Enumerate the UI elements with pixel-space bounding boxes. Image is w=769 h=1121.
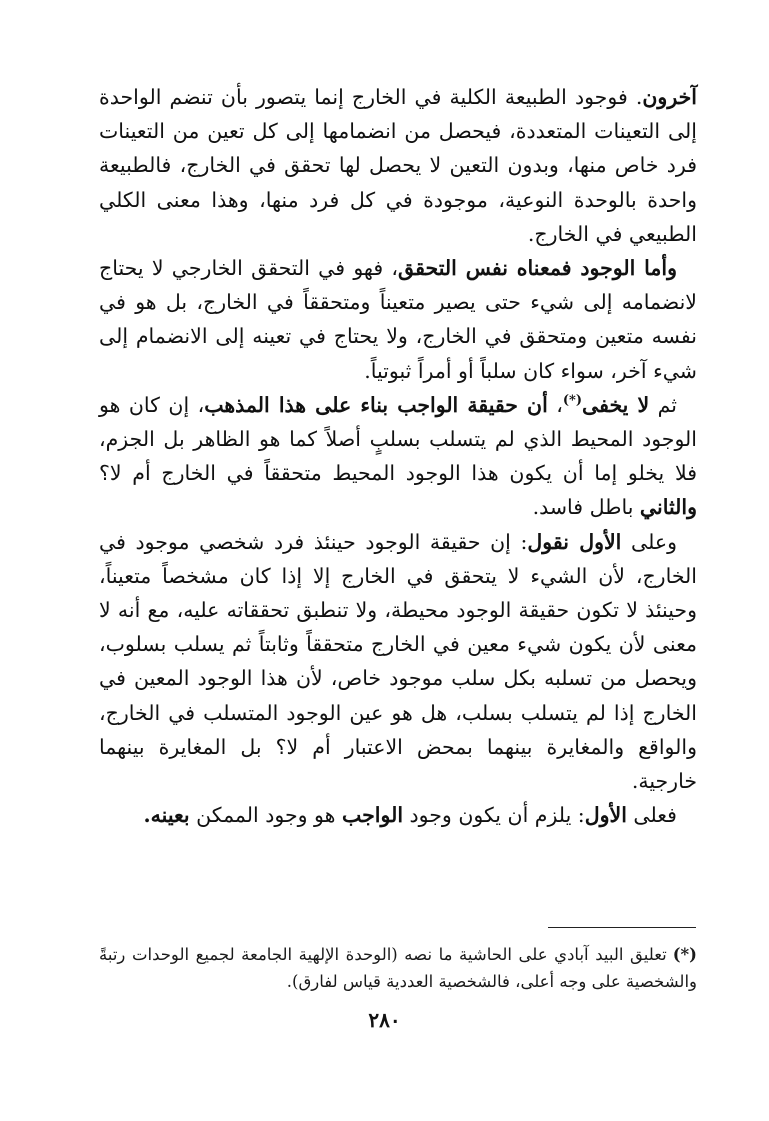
p5-bold-1: الأول	[584, 803, 627, 828]
p3-bold-3: والثاني	[639, 495, 697, 520]
paragraph-2	[99, 251, 697, 388]
footnote-reference: (*)	[562, 393, 582, 408]
p4-bold: الأول نقول	[527, 529, 622, 554]
p3-end: باطل فاسد.	[532, 495, 640, 520]
paragraph-4	[99, 525, 697, 799]
p5-bold-2: الواجب	[341, 803, 404, 828]
paragraph-3	[99, 388, 697, 525]
p1-text: . فوجود الطبيعة الكلية في الخارج إنما يتصور بأن تنضم الواحدة إلى التعينات المتعددة، فيحصل من انضمامها إلى كل تعين من التعينات فرد خاص منها، وبدون التعين لا يحصل لها تحقق في الخارج، فالطبيعة واحدة بالوحدة النوعية، موجودة في كل فرد منها، وهذا معنى الكلي الطبيعي في الخارج.	[99, 85, 697, 246]
p3-separator: ،	[547, 392, 563, 417]
footnote	[99, 941, 697, 995]
p3-bold-1: لا يخفى	[581, 392, 650, 417]
p5-start: فعلى	[626, 803, 677, 828]
p3-bold-2: أن حقيقة الواجب بناء على هذا المذهب	[204, 392, 548, 417]
main-text	[99, 80, 697, 832]
p4-text: : إن حقيقة الوجود حينئذ فرد شخصي موجود في الخارج، لأن الشيء لا يتحقق في الخارج إلا إذا كان مشخصاً متعيناً، وحينئذ لا تكون حقيقة الوجود محيطة، ولا تنطبق تحققاته عليه، مع أنه لا معنى لأن يكون شيء معين في الخارج متحققاً وثابتاً ثم يسلب بسلوب، ويحصل من تسلبه بكل سلب موجود خاص، لأن هذا الوجود المعين في الخارج إذا لم يتسلب بسلب، هل هو عين الوجود المتسلب في الخارج، والواقع والمغايرة بينهما بمحض الاعتبار أم لا؟ بل المغايرة بينهما خارجية.	[99, 529, 697, 794]
p2-text: ، فهو في التحقق الخارجي لا يحتاج لانضمامه إلى شيء حتى يصير متعيناً ومتحققاً في الخارج، بل هو في نفسه متعين ومتحقق في الخارج، ولا يحتاج في تعينه إلى الانضمام إلى شيء آخر، سواء كان سلباً أو أمراً ثبوتياً.	[99, 256, 697, 383]
p5-text: : يلزم أن يكون وجود	[403, 803, 585, 828]
p3-text: ، إن كان هو الوجود المحيط الذي لم يتسلب بسلبٍ أصلاً كما هو الظاهر بل الجزم، فلا يخلو إما أن يكون هذا الوجود المحيط متحققاً في الخارج أم لا؟	[99, 392, 697, 486]
footnote-separator-rule	[548, 927, 696, 928]
p5-end: هو وجود الممكن	[189, 803, 342, 828]
paragraph-5	[99, 798, 697, 832]
p1-bold-start: آخرون	[642, 85, 697, 109]
page-number: ٢٨٠	[368, 1008, 401, 1032]
footnote-marker: (*)	[672, 945, 697, 964]
p3-start: ثم	[649, 392, 677, 417]
paragraph-1	[99, 80, 697, 251]
p4-start: وعلى	[621, 529, 678, 554]
p2-bold-start: وأما الوجود فمعناه نفس التحقق	[398, 256, 677, 281]
p5-bold-3: بعينه.	[143, 803, 190, 828]
footnote-text: تعليق البيد آبادي على الحاشية ما نصه (الوحدة الإلهية الجامعة لجميع الوحدات رتبةً والشخصية على وجه أعلى، فالشخصية العددية قياس لفارق).	[99, 945, 697, 991]
